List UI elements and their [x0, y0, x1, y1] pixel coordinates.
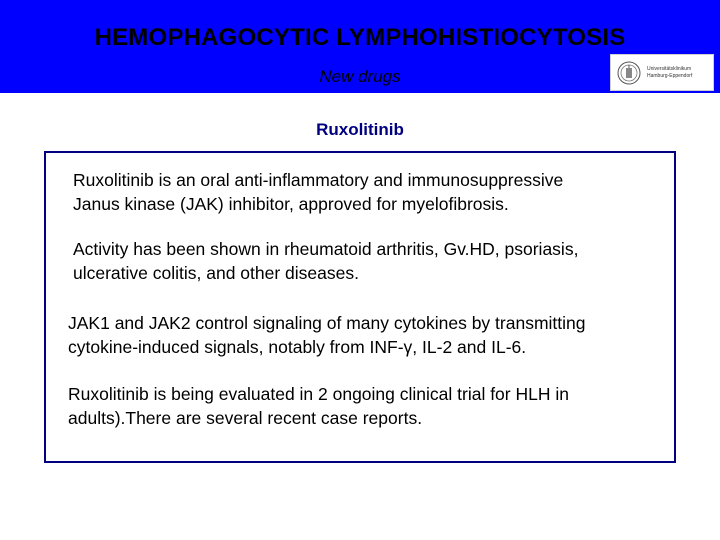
paragraph-line: cytokine-induced signals, notably from INF-γ, IL-2 and IL-6. [68, 337, 527, 357]
paragraph-line: adults).There are several recent case reports. [68, 408, 423, 428]
content-box [44, 151, 676, 463]
section-heading: Ruxolitinib [316, 120, 404, 139]
logo-line-2: Hamburg-Eppendorf [647, 72, 693, 79]
university-logo [610, 54, 714, 91]
paragraph-line: JAK1 and JAK2 control signaling of many cytokines by transmitting [68, 313, 586, 333]
paragraph-line: Activity has been shown in rheumatoid arthritis, Gv.HD, psoriasis, [73, 239, 579, 259]
paragraph-line: Ruxolitinib is being evaluated in 2 ongoing clinical trial for HLH in [68, 384, 569, 404]
slide-subtitle: New drugs [319, 67, 401, 86]
slide-title: HEMOPHAGOCYTIC LYMPHOHISTIOCYTOSIS [94, 24, 626, 51]
paragraph-line: Ruxolitinib is an oral anti-inflammatory and immunosuppressive [73, 170, 564, 190]
paragraph-trials [68, 382, 569, 430]
paragraph-activity [73, 237, 578, 285]
paragraph-mechanism [68, 311, 585, 359]
paragraph-line: Janus kinase (JAK) inhibitor, approved for myelofibrosis. [73, 194, 509, 214]
header-banner [0, 0, 720, 93]
logo-line-1: Universitätsklinikum [647, 65, 692, 72]
paragraph-line: ulcerative colitis, and other diseases. [73, 263, 359, 283]
logo-text [647, 66, 692, 80]
paragraph-approval [73, 168, 563, 216]
university-seal-icon [617, 61, 641, 85]
